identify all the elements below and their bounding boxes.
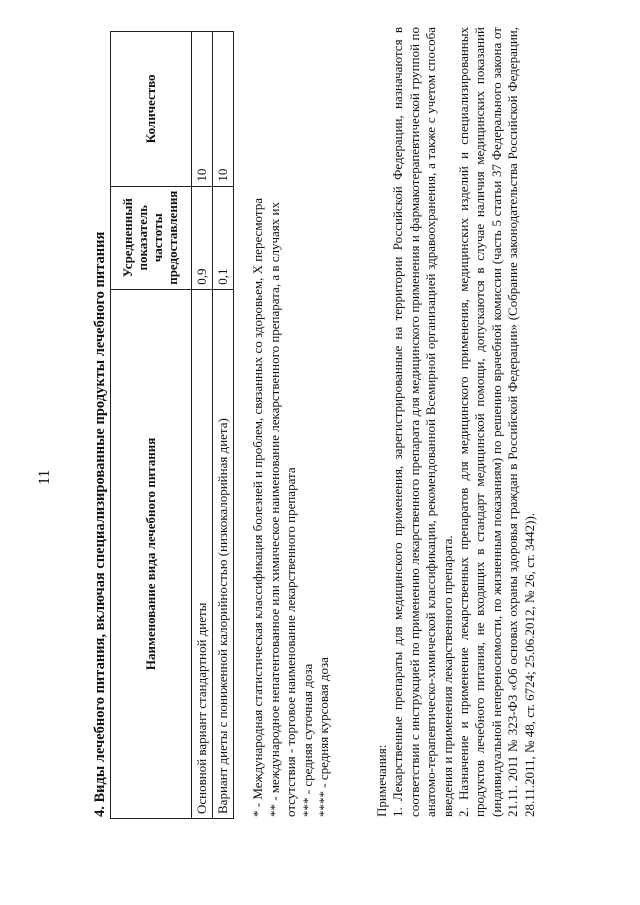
note-item-2: 2. Назначение и применение лекарственных препаратов для медицинского применения, медицинских изделий и специализированных продуктов лечебного питания, не входящих в стандарт медицинской помощи, допускаются в случае наличия медицинских показаний (индивидуальной непереносимости, по жизненным показаниям) по решению врачебной комиссии (часть 5 статьи 37 Федерального закона от 21.11. 2011 № 323-ФЗ «Об основах охраны здоровья граждан в Российской Федерации» (Собрание законодательства Российской Федерации, 28.11.2011, № 48, ст. 6724; 25.06.2012, № 26, ст. 3442)).: [456, 27, 537, 817]
quantity-cell: 10: [213, 32, 234, 187]
note-item-1: 1. Лекарственные препараты для медицинского применения, зарегистрированные на территории Российской Федерации, назначаются в соответствии с инструкцией по применению лекарственного препарата для медицинского применения и фармакотерапевтической группой по анатомо-терапевтическо-химической классификации, рекомендованной Всемирной организацией здравоохранения, а также с учетом способа введения и применения лекарственного препарата.: [390, 27, 455, 817]
diet-name-cell: Вариант диеты с пониженной калорийностью (низкокалорийная диета): [213, 289, 234, 818]
footnotes: [250, 27, 333, 817]
notes-section: [374, 27, 538, 817]
footnote-inn-continued: отсутствия - торговое наименование лекарственного препарата: [283, 467, 298, 817]
table-row: [213, 32, 234, 819]
footnote-icd: * - Международная статистическая классификация болезней и проблем, связанных со здоровьем, X пересмотра: [250, 198, 265, 817]
header-diet-name: Наименование вида лечебного питания: [111, 289, 192, 818]
frequency-cell: 0,9: [192, 186, 213, 289]
header-quantity: Количество: [111, 32, 192, 187]
frequency-cell: 0,1: [213, 186, 234, 289]
section-title: 4. Виды лечебного питания, включая специализированные продукты лечебного питания: [92, 231, 108, 817]
table-row: [192, 32, 213, 819]
page-number: 11: [36, 469, 53, 485]
footnote-course-dose: **** - средняя курсовая доза: [316, 657, 331, 817]
diet-table: [110, 31, 234, 819]
diet-name-cell: Основной вариант стандартной диеты: [192, 289, 213, 818]
footnote-inn: ** - международное непатентованное или химическое наименование лекарственного препарата, а в случаях их: [266, 202, 282, 817]
notes-title: Примечания:: [374, 744, 389, 817]
quantity-cell: 10: [192, 32, 213, 187]
footnote-daily-dose: *** - средняя суточная доза: [299, 663, 315, 817]
table-header-row: [111, 32, 192, 819]
header-frequency: Усредненный показатель частоты предоставления: [111, 186, 192, 289]
